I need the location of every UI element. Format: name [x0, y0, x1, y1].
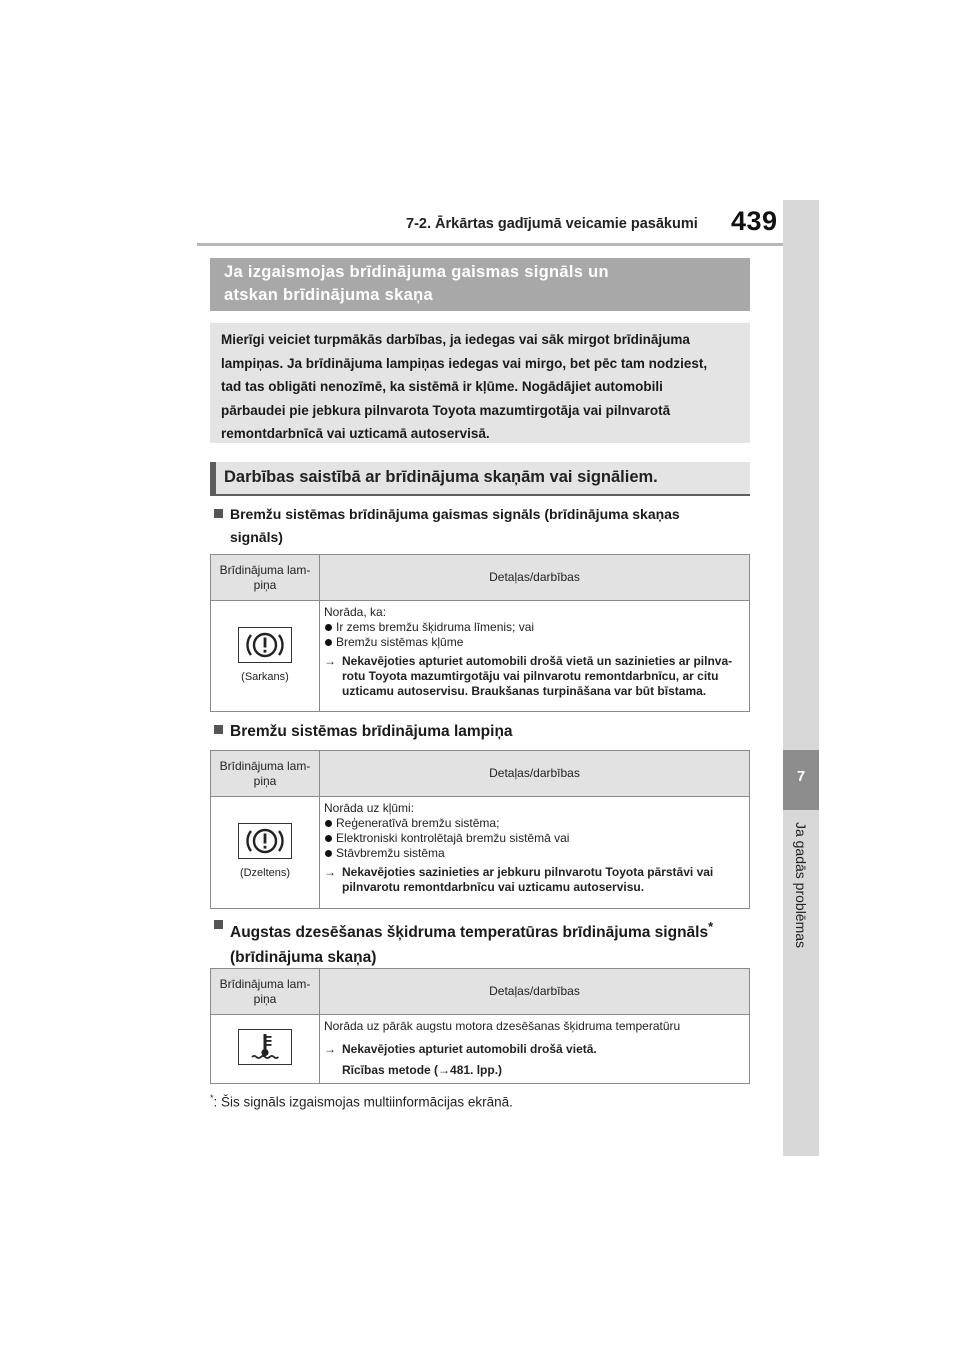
details-intro: Norāda uz pārāk augstu motora dzesēšanas šķidruma temperatūru — [324, 1019, 681, 1033]
warning-table — [210, 554, 750, 712]
section-title: 7-2. Ārkārtas gadījumā veicamie pasākumi — [406, 216, 698, 232]
warning-banner — [210, 258, 750, 311]
action-line — [324, 1042, 745, 1057]
footnote-marker: * — [708, 919, 714, 934]
heading-line: (brīdinājuma skaņa) — [230, 949, 377, 967]
heading-text: Augstas dzesēšanas šķidruma temperatūras brīdinājuma signāls — [230, 924, 709, 942]
square-bullet-icon — [214, 920, 223, 929]
heading-line — [214, 914, 713, 945]
header-divider — [197, 243, 783, 246]
lamp-cell — [211, 797, 320, 909]
action-text: Nekavējoties sazinieties ar jebkuru pilnvarotu Toyota pārstāvi vai pilnvarotu remontdarbnīcu vai uzticamu autoservisu. — [342, 865, 714, 894]
details-cell — [320, 1015, 750, 1084]
column-header-lamp — [211, 555, 320, 601]
header-text: piņa — [253, 773, 277, 788]
coolant-temperature-icon — [238, 1029, 292, 1065]
table-header-row — [211, 751, 750, 797]
heading-line: signāls) — [230, 529, 283, 545]
heading-line: Bremžu sistēmas brīdinājuma gaismas signāls (brīdinājuma skaņas — [230, 506, 680, 522]
list-item: Bremžu sistēmas kļūme — [324, 635, 745, 650]
arrow-right-icon: → — [324, 865, 336, 879]
procedure-reference — [324, 1063, 745, 1078]
arrow-right-icon: → — [438, 1063, 451, 1077]
chapter-number: 7 — [796, 768, 806, 785]
table-row — [211, 797, 750, 909]
arrow-right-icon: → — [324, 654, 336, 668]
table-header-row — [211, 555, 750, 601]
header-text: piņa — [253, 577, 277, 592]
square-bullet-icon — [214, 725, 223, 734]
procedure-text: Rīcības metode ( — [342, 1063, 439, 1077]
intro-line: tad tas obligāti nenozīmē, ka sistēmā ir kļūme. Nogādājiet automobili — [221, 379, 663, 394]
column-header-lamp — [211, 751, 320, 797]
details-intro: Norāda uz kļūmi: — [324, 801, 415, 815]
footnote-marker: * — [210, 1093, 214, 1103]
intro-line: remontdarbnīcā vai uzticamā autoservisā. — [221, 426, 490, 441]
actions-subheader: Darbības saistībā ar brīdinājuma skaņām vai signāliem. — [210, 462, 750, 496]
banner-line-2: atskan brīdinājuma skaņa — [224, 286, 433, 304]
section-heading — [214, 503, 680, 549]
action-line — [324, 865, 745, 895]
action-text: Nekavējoties apturiet automobili drošā vietā un sazinieties ar pilnva- rotu Toyota mazumtirgotāju vai pilnvarotu remontdarbnīcu, ar citu uzticamu autoservisu. Braukšanas turpināšana var būt bīstama. — [342, 654, 733, 698]
intro-box — [210, 323, 750, 443]
page-reference-link[interactable]: 481. lpp.) — [450, 1063, 503, 1077]
warning-table — [210, 750, 750, 909]
column-header-details: Detaļas/darbības — [320, 555, 750, 601]
lamp-cell — [211, 1015, 320, 1084]
details-intro: Norāda, ka: — [324, 605, 387, 619]
lamp-cell — [211, 601, 320, 712]
heading-line: Bremžu sistēmas brīdinājuma lampiņa — [230, 723, 513, 740]
header-text: Brīdinājuma lam- — [219, 562, 311, 577]
lamp-color-label: (Sarkans) — [241, 670, 289, 683]
section-heading — [214, 719, 513, 744]
list-item: Reģeneratīvā bremžu sistēma; — [324, 816, 745, 831]
footnote — [210, 1093, 513, 1110]
warning-table — [210, 968, 750, 1084]
column-header-details: Detaļas/darbības — [320, 751, 750, 797]
brake-warning-icon — [238, 627, 292, 663]
details-cell — [320, 601, 750, 712]
list-item: Stāvbremžu sistēma — [324, 846, 745, 861]
chapter-side-tab[interactable] — [783, 200, 819, 1156]
table-row — [211, 1015, 750, 1084]
details-cell — [320, 797, 750, 909]
intro-line: pārbaudei pie jebkura pilnvarota Toyota mazumtirgotāja vai pilnvarotā — [221, 402, 671, 418]
table-header-row — [211, 969, 750, 1015]
arrow-right-icon: → — [324, 1042, 336, 1056]
banner-line-1: Ja izgaismojas brīdinājuma gaismas signāls un — [224, 263, 609, 281]
page-number: 439 — [731, 206, 778, 236]
table-row — [211, 601, 750, 712]
header-text: Brīdinājuma lam- — [219, 976, 311, 991]
lamp-color-label: (Dzeltens) — [239, 867, 291, 879]
list-item: Elektroniski kontrolētajā bremžu sistēmā vai — [324, 831, 745, 846]
column-header-details: Detaļas/darbības — [320, 969, 750, 1015]
section-heading — [214, 914, 713, 970]
footnote-text: : Šis signāls izgaismojas multiinformācijas ekrānā. — [213, 1094, 513, 1110]
square-bullet-icon — [214, 509, 223, 518]
header-text: Brīdinājuma lam- — [219, 758, 311, 773]
action-text: Nekavējoties apturiet automobili drošā vietā. — [342, 1042, 597, 1056]
intro-line: lampiņas. Ja brīdinājuma lampiņas iedegas vai mirgo, bet pēc tam nodziest, — [221, 355, 708, 371]
intro-line: Mierīgi veiciet turpmākās darbības, ja iedegas vai sāk mirgot brīdinājuma — [221, 332, 690, 347]
chapter-label: Ja gadās problēmas — [793, 821, 809, 949]
list-item: Ir zems bremžu šķidruma līmenis; vai — [324, 620, 745, 635]
header-text: piņa — [253, 991, 277, 1006]
action-line — [324, 654, 745, 699]
brake-warning-icon — [238, 823, 292, 859]
column-header-lamp — [211, 969, 320, 1015]
